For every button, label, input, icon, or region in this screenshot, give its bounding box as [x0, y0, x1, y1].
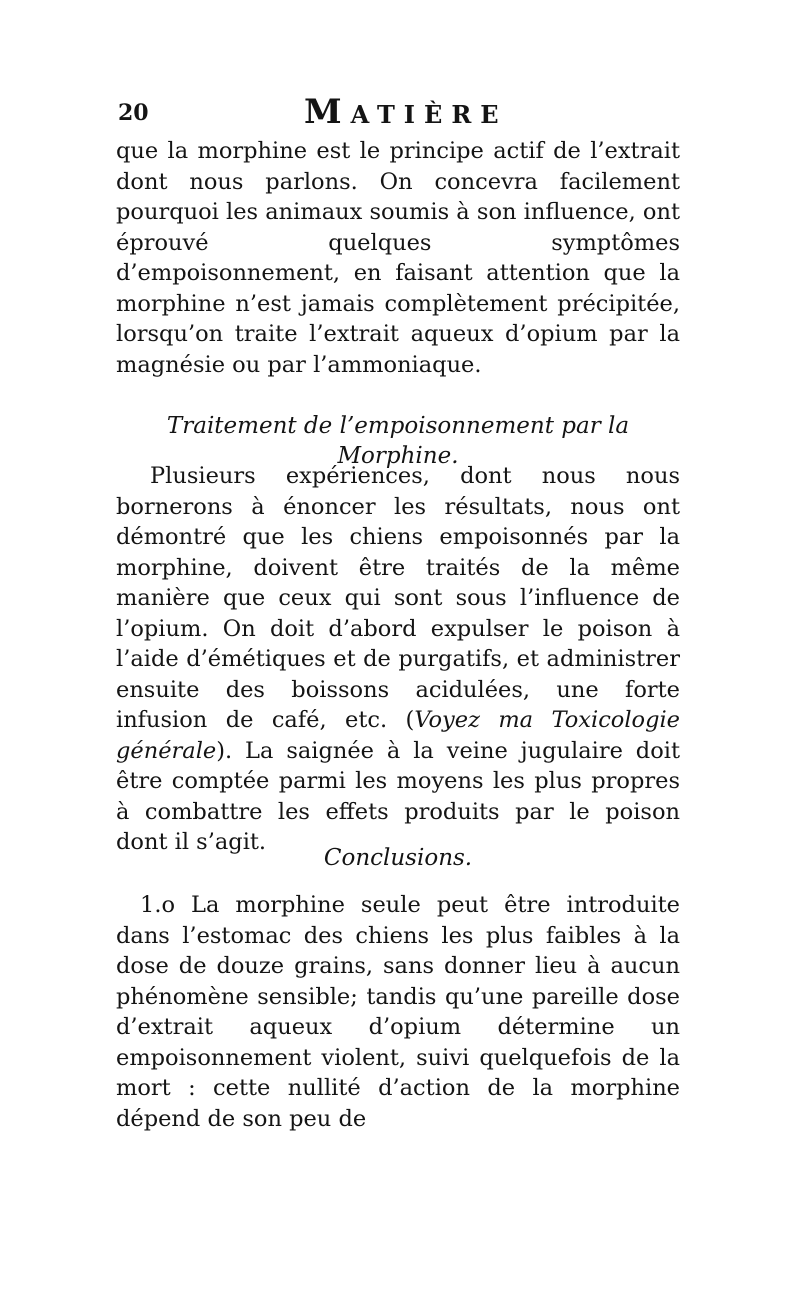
paragraph-treatment-text-end: ). La saignée à la veine jugulaire doit être comptée parmi les moyens les plus propres à combattre les effets produits par le poison dont il s’agit. — [116, 737, 680, 855]
paragraph-treatment — [116, 461, 680, 858]
paragraph-treatment-text: Plusieurs expériences, dont nous nous bornerons à énoncer les résultats, nous ont démontré que les chiens empoisonnés par la morphine, doivent être traités de la même manière que ceux qui sont sous l’influence de l’opium. On doit d’abord expulser le poison à l’aide d’émétiques et de purgatifs, et administrer ensuite des boissons acidulées, une forte infusion de café, etc. ( — [116, 463, 680, 733]
paragraph-morphine-extract: que la morphine est le principe actif de l’extrait dont nous parlons. On concevra facilement pourquoi les animaux soumis à son influence, ont éprouvé quelques symptômes d’empoisonnement, en faisant attention que la morphine n’est jamais complètement précipitée, lorsqu’on traite l’extrait aqueux d’opium par la magnésie ou par l’ammoniaque. — [116, 138, 680, 378]
section-heading-conclusions: Conclusions. — [323, 845, 473, 871]
toxicology-reference: Voyez ma Toxicologie générale — [116, 707, 680, 764]
paragraph-conclusion-1: 1.o La morphine seule peut être introduite dans l’estomac des chiens les plus faibles à la dose de douze grains, sans donner lieu à aucun phénomène sensible; tandis qu’une pareille dose d’extrait aqueux d’opium détermine un empoisonnement violent, suivi quelquefois de la mort : cette nullité d’action de la morphine dépend de son peu de — [116, 892, 680, 1132]
page-number: 20 — [118, 100, 149, 126]
running-title: Matière — [304, 92, 508, 132]
running-head — [118, 92, 680, 132]
section-heading-treatment: Traitement de l’empoisonnement par la Morphine. — [166, 413, 630, 469]
